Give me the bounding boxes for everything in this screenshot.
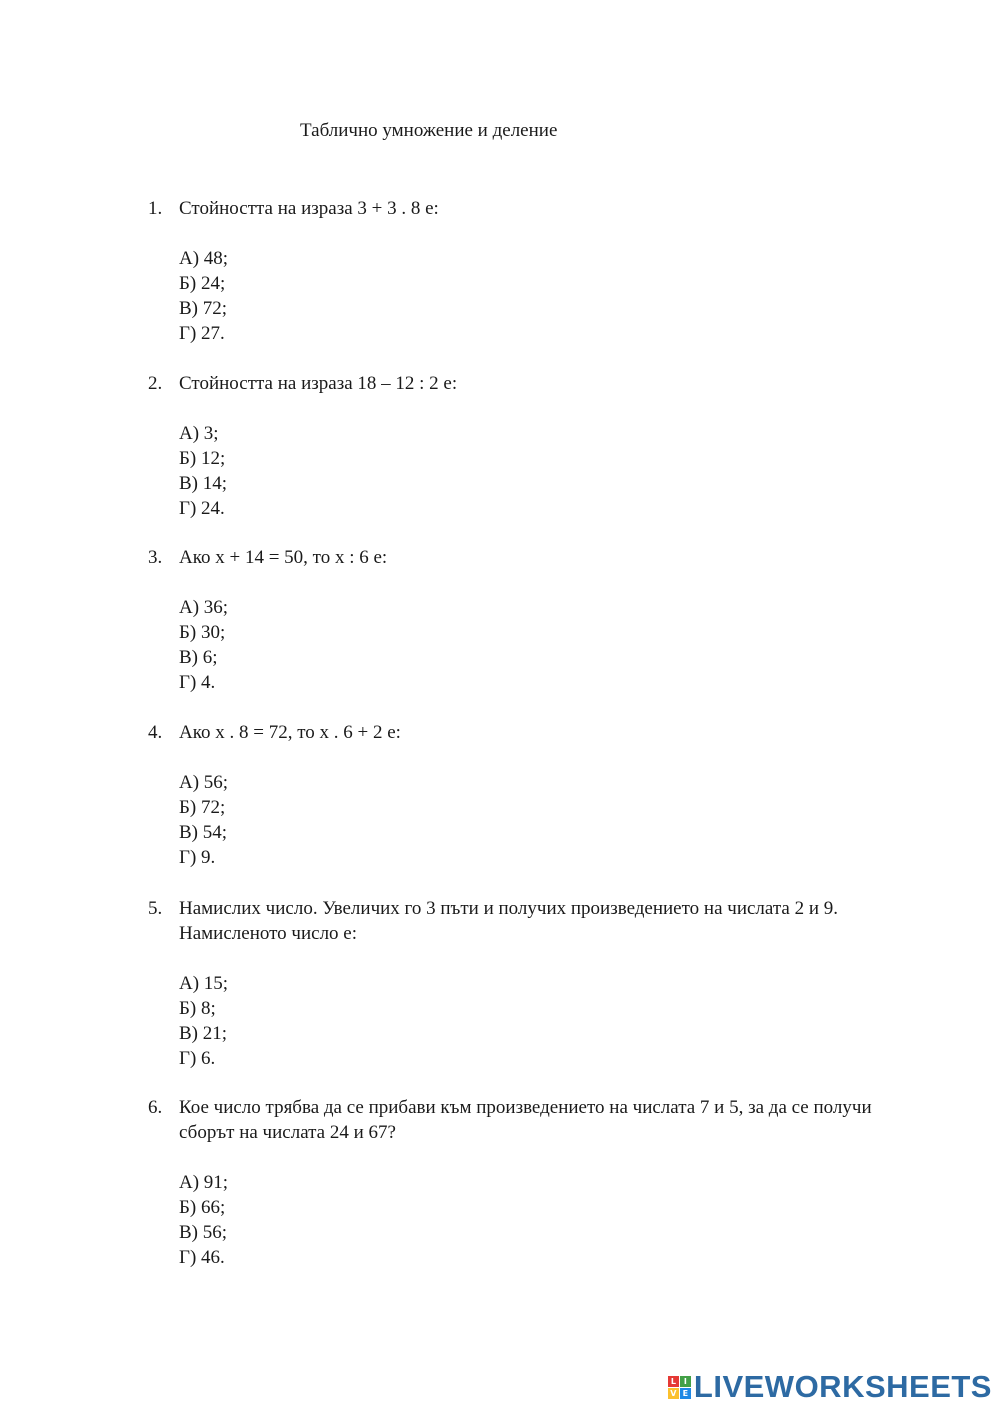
question-number: 5.: [148, 898, 163, 919]
question-3: [148, 545, 888, 695]
question-text: Стойността на израза 18 – 12 : 2 е:: [179, 373, 458, 394]
answer-option[interactable]: Г) 24.: [179, 498, 225, 519]
question-text: Стойността на израза 3 + 3 . 8 е:: [179, 198, 439, 219]
logo-block: E: [680, 1388, 691, 1399]
question-5: [148, 896, 888, 1071]
answer-option[interactable]: Г) 4.: [179, 672, 216, 693]
logo-block: I: [680, 1376, 691, 1387]
answer-option[interactable]: В) 56;: [179, 1222, 228, 1243]
question-text: Намислих число. Увеличих го 3 пъти и получих произведението на числата 2 и 9. Намисленото число е:: [179, 898, 838, 944]
answer-option[interactable]: Г) 27.: [179, 323, 225, 344]
answer-option[interactable]: Г) 46.: [179, 1247, 225, 1268]
answer-option[interactable]: В) 54;: [179, 822, 228, 843]
liveworksheets-logo[interactable]: [668, 1369, 992, 1405]
question-2: [148, 371, 888, 521]
question-6: [148, 1095, 888, 1270]
answer-options: [179, 246, 888, 346]
answer-options: [179, 1170, 888, 1270]
answer-option[interactable]: Б) 24;: [179, 273, 226, 294]
answer-option[interactable]: А) 91;: [179, 1172, 229, 1193]
question-number: 4.: [148, 722, 163, 743]
answer-option[interactable]: В) 14;: [179, 473, 228, 494]
question-4: [148, 720, 888, 870]
logo-block: L: [668, 1376, 679, 1387]
answer-option[interactable]: В) 21;: [179, 1023, 228, 1044]
answer-options: [179, 595, 888, 695]
answer-options: [179, 770, 888, 870]
answer-option[interactable]: А) 36;: [179, 597, 229, 618]
answer-option[interactable]: В) 6;: [179, 647, 218, 668]
question-number: 3.: [148, 547, 163, 568]
question-number: 1.: [148, 198, 163, 219]
answer-option[interactable]: Г) 9.: [179, 847, 216, 868]
answer-option[interactable]: А) 3;: [179, 423, 219, 444]
answer-option[interactable]: Б) 72;: [179, 797, 226, 818]
question-text: Кое число трябва да се прибави към произведението на числата 7 и 5, за да се получи сборът на числата 24 и 67?: [179, 1097, 872, 1143]
answer-option[interactable]: Б) 8;: [179, 998, 216, 1019]
question-text: Ако х . 8 = 72, то х . 6 + 2 е:: [179, 722, 401, 743]
answer-option[interactable]: Б) 30;: [179, 622, 226, 643]
question-number: 2.: [148, 373, 163, 394]
answer-option[interactable]: А) 15;: [179, 973, 229, 994]
question-number: 6.: [148, 1097, 163, 1118]
answer-option[interactable]: Б) 12;: [179, 448, 226, 469]
answer-option[interactable]: Б) 66;: [179, 1197, 226, 1218]
logo-block: V: [668, 1388, 679, 1399]
answer-option[interactable]: В) 72;: [179, 298, 228, 319]
question-1: [148, 196, 888, 346]
answer-option[interactable]: А) 48;: [179, 248, 229, 269]
answer-options: [179, 971, 888, 1071]
answer-option[interactable]: Г) 6.: [179, 1048, 216, 1069]
question-text: Ако х + 14 = 50, то х : 6 е:: [179, 547, 388, 568]
worksheet-title: Таблично умножение и деление: [300, 120, 558, 141]
answer-options: [179, 421, 888, 521]
logo-text: LIVEWORKSHEETS: [693, 1369, 992, 1404]
answer-option[interactable]: А) 56;: [179, 772, 229, 793]
logo-blocks-icon: [668, 1376, 691, 1399]
